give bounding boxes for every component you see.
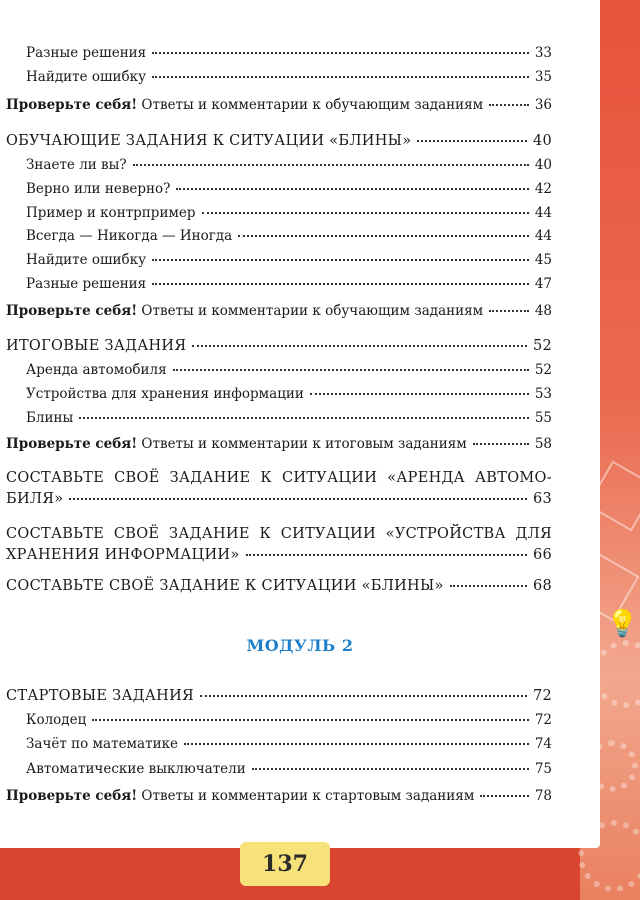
dot-leader [489,310,529,312]
toc-entry[interactable] [26,69,552,85]
dot-leader [152,76,529,78]
word: АВТОМО- [474,470,552,486]
toc-entry-label: Пример и контрпример [26,205,196,221]
check-yourself-label: Проверьте себя! [6,788,138,804]
dot-leader [489,104,529,106]
word: К [260,470,272,486]
toc-section-label: ХРАНЕНИЯ ИНФОРМАЦИИ» [6,547,240,563]
toc-section[interactable] [6,491,552,507]
toc-entry-page: 68 [532,578,552,594]
dot-leader [192,345,527,347]
toc-entry-page: 52 [532,338,552,354]
toc-entry-page: 44 [534,205,552,221]
dot-leader [310,393,529,395]
toc-entry-page: 47 [534,276,552,292]
toc-entry[interactable] [26,410,552,426]
toc-entry-label: Аренда автомобиля [26,362,167,378]
dot-leader [176,188,528,190]
dot-leader [184,743,529,745]
toc-entry-label: Найдите ошибку [26,252,147,268]
check-yourself-text: Ответы и комментарии к итоговым заданиям [137,436,467,452]
toc-entry-page: 78 [534,788,552,804]
dot-leader [480,795,528,797]
toc-entry[interactable] [26,761,552,777]
word: «УСТРОЙСТВА [385,526,506,542]
toc-entry[interactable] [26,157,552,173]
toc-check-entry[interactable] [6,303,552,319]
word: СВОЁ [113,526,160,542]
dot-leader [79,417,529,419]
module-title: МОДУЛЬ 2 [246,636,354,655]
toc-entry-page: 63 [532,491,552,507]
toc-entry-label: Разные решения [26,276,147,292]
word: ЗАДАНИЕ [169,526,250,542]
word: СОСТАВЬТЕ [6,526,105,542]
toc-entry-label [6,303,483,319]
toc-section-line1[interactable] [6,526,552,542]
toc-entry-page: 35 [534,69,552,85]
check-yourself-text: Ответы и комментарии к стартовым заданиям [137,788,475,804]
toc-entry-label: Всегда — Никогда — Иногда [26,228,233,244]
toc-entry-page: 45 [534,252,552,268]
word: СОСТАВЬТЕ [6,470,105,486]
toc-entry[interactable] [26,712,552,728]
toc-entry-page: 66 [532,547,552,563]
toc-section[interactable] [6,338,552,354]
dot-leader [152,283,529,285]
toc-entry[interactable] [26,276,552,292]
toc-section-label: БИЛЯ» [6,491,64,507]
dot-leader [92,719,529,721]
toc-entry-page: 33 [534,45,552,61]
toc-entry-label: Колодец [26,712,87,728]
toc-entry-label: Зачёт по математике [26,736,179,752]
toc-entry-page: 48 [534,303,552,319]
dot-leader [200,695,527,697]
dot-leader [417,140,527,142]
word: ДЛЯ [515,526,552,542]
toc-entry-page: 55 [534,410,552,426]
toc-entry-label: Разные решения [26,45,147,61]
check-yourself-text: Ответы и комментарии к обучающим заданиям [137,303,484,319]
word: «АРЕНДА [387,470,465,486]
dot-leader [238,235,529,237]
toc-section-label: СОСТАВЬТЕ СВОЁ ЗАДАНИЕ К СИТУАЦИИ «БЛИНЫ» [6,578,444,594]
toc-entry-label: Блины [26,410,74,426]
toc-entry[interactable] [26,205,552,221]
toc-entry-label [6,436,467,452]
toc-section[interactable] [6,133,552,149]
toc-section-line1[interactable] [6,470,552,486]
toc-entry-page: 58 [534,436,552,452]
toc-entry-page: 53 [534,386,552,402]
toc-check-entry[interactable] [6,788,552,804]
dot-leader [152,52,529,54]
toc-check-entry[interactable] [6,97,552,113]
toc-entry-page: 75 [534,761,552,777]
toc-check-entry[interactable] [6,436,552,452]
toc-entry[interactable] [26,362,552,378]
dot-leader [246,554,527,556]
lightbulb-icon: 💡 [606,609,639,639]
toc-entry-page: 42 [534,181,552,197]
toc-entry-page: 52 [534,362,552,378]
dot-leader [450,585,527,587]
dot-leader [69,498,526,500]
toc-entry[interactable] [26,45,552,61]
check-yourself-text: Ответы и комментарии к обучающим заданиям [137,97,484,113]
check-yourself-label: Проверьте себя! [6,97,138,113]
toc-entry[interactable] [26,228,552,244]
dot-leader [473,443,529,445]
dot-leader [173,369,529,371]
toc-entry-page: 44 [534,228,552,244]
dot-leader [252,768,529,770]
word: СИТУАЦИИ [280,526,376,542]
toc-entry-page: 40 [532,133,552,149]
toc-entry[interactable] [26,736,552,752]
toc-section[interactable] [6,547,552,563]
toc-section-label: ОБУЧАЮЩИЕ ЗАДАНИЯ К СИТУАЦИИ «БЛИНЫ» [6,133,412,149]
toc-section[interactable] [6,578,552,594]
toc-section-label: ИТОГОВЫЕ ЗАДАНИЯ [6,338,187,354]
toc-entry[interactable] [26,386,552,402]
toc-entry[interactable] [26,181,552,197]
toc-entry-label: Найдите ошибку [26,69,147,85]
word: ЗАДАНИЕ [169,470,251,486]
page-number: 137 [240,842,330,886]
dot-leader [202,212,529,214]
word: К [259,526,272,542]
toc-entry-label: Устройства для хранения информации [26,386,304,402]
toc-entry-page: 72 [532,688,552,704]
toc-section-label: СТАРТОВЫЕ ЗАДАНИЯ [6,688,195,704]
check-yourself-label: Проверьте себя! [6,436,138,452]
dot-leader [152,259,529,261]
toc-entry-label [6,97,483,113]
toc-entry-page: 36 [534,97,552,113]
word: СИТУАЦИИ [281,470,378,486]
toc-entry-label: Верно или неверно? [26,181,171,197]
check-yourself-label: Проверьте себя! [6,303,138,319]
toc-entry-label: Автоматические выключатели [26,761,246,777]
toc-entry-page: 72 [534,712,552,728]
toc-section[interactable] [6,688,552,704]
toc-entry-page: 40 [534,157,552,173]
toc-entry-label: Знаете ли вы? [26,157,127,173]
dot-leader [133,164,529,166]
word: СВОЁ [114,470,160,486]
toc-entry[interactable] [26,252,552,268]
toc-entry-page: 74 [534,736,552,752]
toc-entry-label [6,788,474,804]
